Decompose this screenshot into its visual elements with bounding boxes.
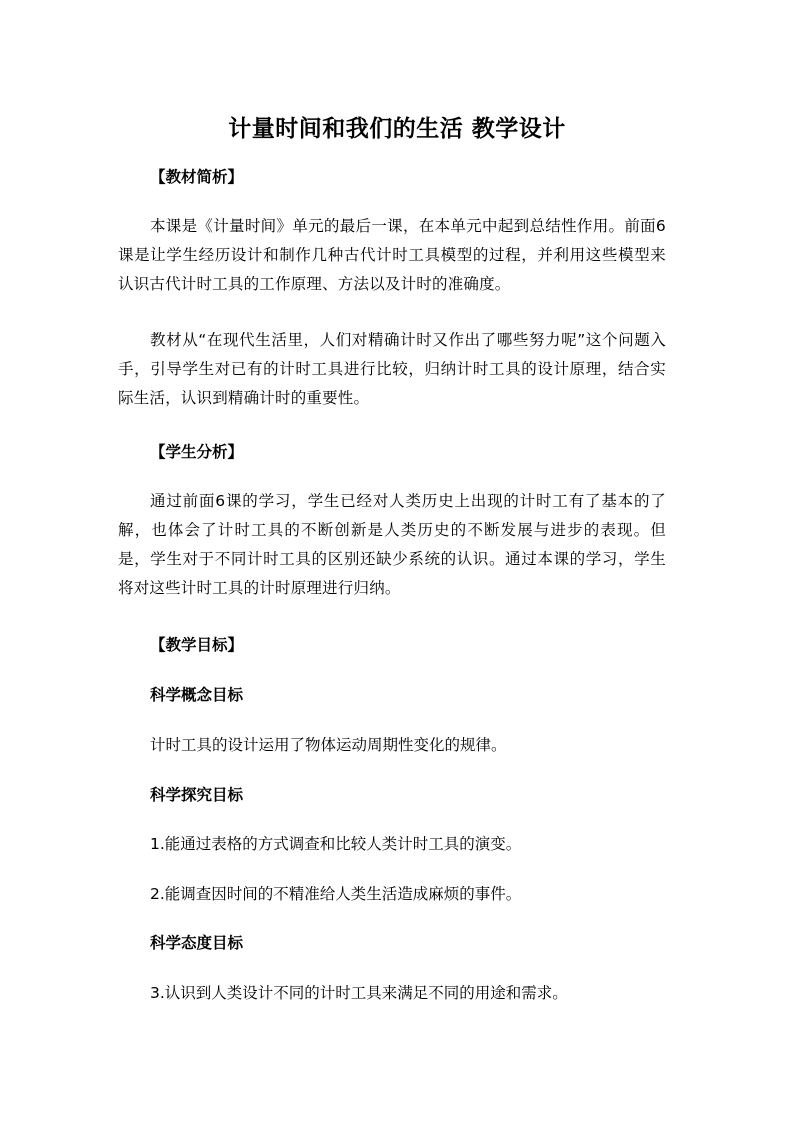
paragraph-students-1: 通过前面6课的学习，学生已经对人类历史上出现的计时工有了基本的了解，也体会了计时工具的不断创新是人类历史的不断发展与进步的表现。但是，学生对于不同计时工具的区别还缺少系统的认识。通过本课的学习，学生将对这些计时工具的计时原理进行归纳。 bbox=[118, 492, 666, 597]
subheading-attitude-goal: 科学态度目标 bbox=[150, 934, 244, 952]
section-heading-students: 【学生分析】 bbox=[150, 443, 244, 461]
section-heading-materials: 【教材简析】 bbox=[150, 168, 244, 186]
text-concept-goal: 计时工具的设计运用了物体运动周期性变化的规律。 bbox=[150, 736, 507, 754]
subheading-concept-goal: 科学概念目标 bbox=[150, 686, 244, 704]
section-heading-goals: 【教学目标】 bbox=[150, 636, 244, 654]
paragraph-materials-2: 教材从“在现代生活里，人们对精确计时又作出了哪些努力呢”这个问题入手，引导学生对已有的计时工具进行比较，归纳计时工具的设计原理，结合实际生活，认识到精确计时的重要性。 bbox=[118, 331, 666, 407]
text-inquiry-goal-1: 1.能通过表格的方式调查和比较人类计时工具的演变。 bbox=[150, 835, 522, 853]
text-attitude-goal-1: 3.认识到人类设计不同的计时工具来满足不同的用途和需求。 bbox=[150, 984, 568, 1002]
document-title: 计量时间和我们的生活 教学设计 bbox=[228, 115, 566, 143]
text-inquiry-goal-2: 2.能调查因时间的不精准给人类生活造成麻烦的事件。 bbox=[150, 885, 522, 903]
subheading-inquiry-goal: 科学探究目标 bbox=[150, 786, 244, 804]
paragraph-materials-1: 本课是《计量时间》单元的最后一课，在本单元中起到总结性作用。前面6课是让学生经历设计和制作几种古代计时工具模型的过程，并利用这些模型来认识古代计时工具的工作原理、方法以及计时的准确度。 bbox=[118, 217, 666, 293]
